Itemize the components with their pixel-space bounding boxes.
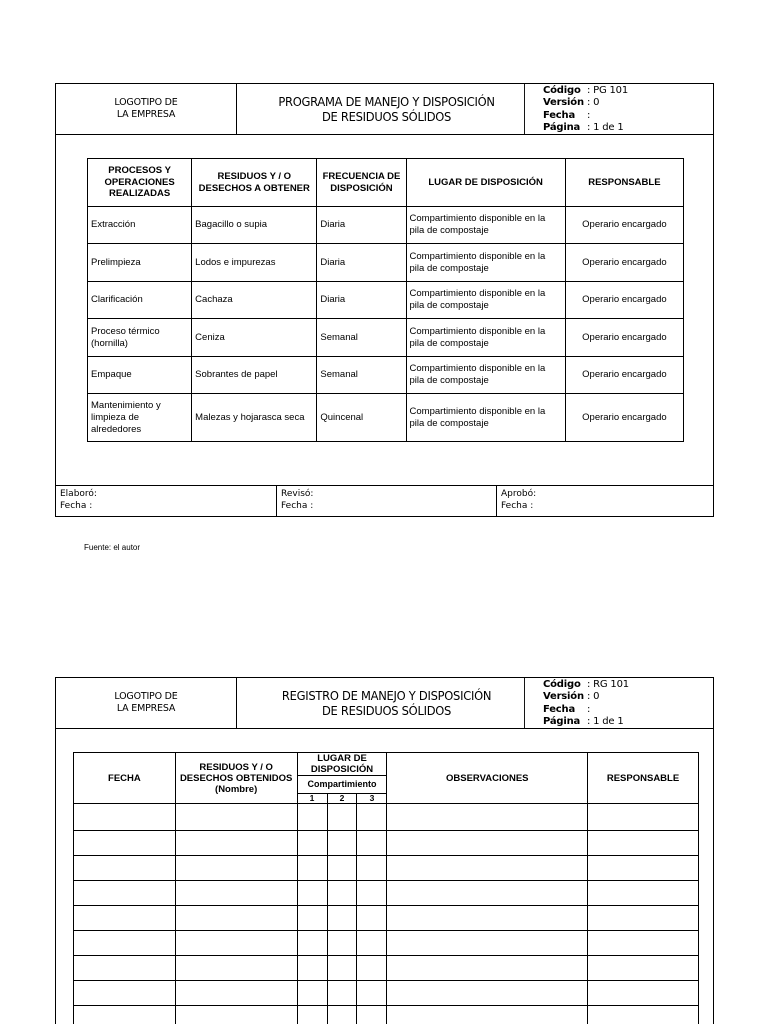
signature-footer [56, 485, 713, 516]
table-row [88, 244, 684, 282]
waste-program-table [87, 158, 684, 442]
prepared-by-field[interactable] [56, 486, 276, 516]
table-cell[interactable] [357, 956, 387, 981]
column-header: LUGAR DE DISPOSICIÓN [406, 159, 565, 207]
table-cell: Compartimiento disponible en la pila de compostaje [406, 244, 565, 282]
meta-key: Código [543, 679, 581, 690]
table-cell[interactable] [588, 881, 699, 906]
table-cell[interactable] [327, 1006, 357, 1024]
table-cell: Compartimiento disponible en la pila de compostaje [406, 207, 565, 244]
date-label: Fecha : [281, 501, 314, 511]
table-cell[interactable] [588, 906, 699, 931]
table-cell[interactable] [297, 956, 327, 981]
table-cell[interactable] [327, 831, 357, 856]
logo-line: LOGOTIPO DE [114, 691, 178, 702]
table-cell: Operario encargado [565, 394, 683, 442]
document-meta [543, 85, 628, 134]
logo-line: LOGOTIPO DE [114, 97, 178, 108]
column-header: RESIDUOS Y / O DESECHOS A OBTENER [192, 159, 317, 207]
column-header-lugar: LUGAR DE DISPOSICIÓN [297, 753, 387, 776]
meta-value: : PG 101 [587, 85, 628, 96]
table-cell[interactable] [297, 831, 327, 856]
table-cell[interactable] [297, 804, 327, 831]
table-cell: Compartimiento disponible en la pila de compostaje [406, 282, 565, 319]
table-cell: Prelimpieza [88, 244, 192, 282]
table-cell: Semanal [317, 357, 406, 394]
table-cell[interactable] [297, 1006, 327, 1024]
meta-value: : [587, 109, 591, 121]
table-cell: Operario encargado [565, 319, 683, 357]
table-cell[interactable] [387, 1006, 588, 1024]
table-cell[interactable] [297, 981, 327, 1006]
table-row [88, 357, 684, 394]
table-cell: Diaria [317, 207, 406, 244]
table-cell[interactable] [327, 856, 357, 881]
title-line: REGISTRO DE MANEJO Y DISPOSICIÓN [281, 688, 492, 703]
table-cell[interactable] [327, 956, 357, 981]
form-title [249, 84, 525, 134]
table-row [74, 906, 699, 931]
table-cell[interactable] [588, 804, 699, 831]
meta-key: Versión [543, 97, 584, 109]
table-cell[interactable] [74, 856, 176, 881]
column-header-compartimiento: Compartimiento [297, 776, 387, 794]
table-row [88, 394, 684, 442]
document-meta [543, 679, 629, 728]
table-cell[interactable] [327, 981, 357, 1006]
table-cell[interactable] [588, 1006, 699, 1024]
table-cell: Compartimiento disponible en la pila de compostaje [406, 357, 565, 394]
table-cell[interactable] [387, 831, 588, 856]
table-row [88, 207, 684, 244]
table-cell[interactable] [357, 881, 387, 906]
table-cell[interactable] [175, 931, 297, 956]
column-header: PROCESOS Y OPERACIONES REALIZADAS [88, 159, 192, 207]
table-cell[interactable] [357, 831, 387, 856]
table-cell: Bagacillo o supia [192, 207, 317, 244]
meta-value: : 1 de 1 [587, 715, 624, 727]
compartment-number: 2 [327, 794, 357, 804]
table-cell[interactable] [74, 931, 176, 956]
meta-key: Código [543, 85, 581, 96]
meta-value: : 1 de 1 [587, 121, 624, 133]
meta-key: Versión [543, 691, 584, 703]
approved-by-label: Aprobó: [501, 489, 537, 499]
table-cell[interactable] [357, 856, 387, 881]
table-cell[interactable] [297, 906, 327, 931]
table-cell[interactable] [327, 906, 357, 931]
table-cell: Diaria [317, 282, 406, 319]
table-cell[interactable] [357, 804, 387, 831]
table-cell[interactable] [74, 881, 176, 906]
meta-key: Página [543, 121, 581, 133]
record-form [55, 677, 714, 1024]
meta-key: Fecha [543, 109, 576, 121]
table-cell[interactable] [74, 956, 176, 981]
table-cell[interactable] [357, 981, 387, 1006]
meta-key: Fecha [543, 703, 576, 715]
table-cell[interactable] [74, 804, 176, 831]
table-cell[interactable] [175, 1006, 297, 1024]
meta-value: : RG 101 [587, 679, 629, 690]
table-cell: Compartimiento disponible en la pila de compostaje [406, 394, 565, 442]
logo-line: LA EMPRESA [116, 109, 176, 120]
table-row [74, 1006, 699, 1024]
title-line: DE RESIDUOS SÓLIDOS [321, 109, 452, 124]
table-cell: Extracción [88, 207, 192, 244]
table-cell: Sobrantes de papel [192, 357, 317, 394]
table-cell[interactable] [357, 906, 387, 931]
table-cell[interactable] [175, 906, 297, 931]
table-cell: Operario encargado [565, 244, 683, 282]
table-cell[interactable] [357, 931, 387, 956]
form-header [56, 678, 713, 729]
reviewed-by-label: Revisó: [281, 489, 314, 499]
column-header-fecha: FECHA [74, 753, 176, 804]
table-cell: Semanal [317, 319, 406, 357]
title-line: PROGRAMA DE MANEJO Y DISPOSICIÓN [278, 94, 495, 109]
table-cell: Ceniza [192, 319, 317, 357]
table-cell[interactable] [175, 881, 297, 906]
table-cell: Proceso térmico (hornilla) [88, 319, 192, 357]
table-cell[interactable] [175, 956, 297, 981]
program-form [55, 83, 714, 517]
table-cell[interactable] [74, 831, 176, 856]
table-cell[interactable] [175, 831, 297, 856]
table-row [88, 319, 684, 357]
table-cell[interactable] [588, 831, 699, 856]
table-cell: Malezas y hojarasca seca [192, 394, 317, 442]
table-cell: Operario encargado [565, 207, 683, 244]
table-cell[interactable] [175, 856, 297, 881]
form-title [249, 678, 525, 728]
column-header: FRECUENCIA DE DISPOSICIÓN [317, 159, 406, 207]
table-cell: Clarificación [88, 282, 192, 319]
table-cell: Diaria [317, 244, 406, 282]
prepared-by-label: Elaboró: [60, 489, 97, 499]
compartment-number: 1 [297, 794, 327, 804]
table-cell[interactable] [357, 1006, 387, 1024]
approved-by-field[interactable] [496, 486, 713, 516]
table-row [74, 981, 699, 1006]
table-cell: Mantenimiento y limpieza de alrededores [88, 394, 192, 442]
table-cell: Lodos e impurezas [192, 244, 317, 282]
table-row [74, 831, 699, 856]
table-cell[interactable] [74, 981, 176, 1006]
table-cell[interactable] [387, 981, 588, 1006]
date-label: Fecha : [60, 501, 93, 511]
table-cell[interactable] [327, 804, 357, 831]
table-cell[interactable] [588, 956, 699, 981]
table-cell[interactable] [175, 804, 297, 831]
table-cell: Operario encargado [565, 282, 683, 319]
company-logo-placeholder [56, 678, 237, 728]
table-cell[interactable] [175, 981, 297, 1006]
table-cell[interactable] [297, 931, 327, 956]
table-cell: Operario encargado [565, 357, 683, 394]
column-header-responsable: RESPONSABLE [588, 753, 699, 804]
reviewed-by-field[interactable] [276, 486, 496, 516]
table-cell[interactable] [588, 981, 699, 1006]
table-cell[interactable] [387, 804, 588, 831]
date-label: Fecha : [501, 501, 534, 511]
table-cell[interactable] [387, 906, 588, 931]
table-cell: Quincenal [317, 394, 406, 442]
waste-record-table [73, 752, 699, 1024]
column-header-observaciones: OBSERVACIONES [387, 753, 588, 804]
table-cell[interactable] [387, 956, 588, 981]
form-header [56, 84, 713, 135]
source-note: Fuente: el autor [84, 543, 141, 552]
table-cell[interactable] [387, 931, 588, 956]
table-cell[interactable] [327, 881, 357, 906]
table-cell[interactable] [74, 1006, 176, 1024]
table-cell[interactable] [74, 906, 176, 931]
compartment-number: 3 [357, 794, 387, 804]
table-row [74, 956, 699, 981]
table-row [74, 881, 699, 906]
table-cell[interactable] [387, 881, 588, 906]
table-row [74, 931, 699, 956]
logo-line: LA EMPRESA [116, 703, 176, 714]
table-cell[interactable] [297, 856, 327, 881]
meta-value: : 0 [587, 97, 600, 109]
table-cell[interactable] [327, 931, 357, 956]
company-logo-placeholder [56, 84, 237, 134]
meta-key: Página [543, 715, 581, 727]
table-cell: Compartimiento disponible en la pila de compostaje [406, 319, 565, 357]
table-cell[interactable] [297, 881, 327, 906]
table-cell[interactable] [387, 856, 588, 881]
title-line: DE RESIDUOS SÓLIDOS [321, 703, 452, 718]
column-header: RESPONSABLE [565, 159, 683, 207]
table-cell[interactable] [588, 931, 699, 956]
table-cell[interactable] [588, 856, 699, 881]
column-header-residuos: RESIDUOS Y / O DESECHOS OBTENIDOS (Nombre) [175, 753, 297, 804]
meta-value: : [587, 703, 591, 715]
meta-value: : 0 [587, 691, 600, 703]
table-row [74, 856, 699, 881]
table-cell: Empaque [88, 357, 192, 394]
table-row [74, 804, 699, 831]
table-row [88, 282, 684, 319]
table-cell: Cachaza [192, 282, 317, 319]
